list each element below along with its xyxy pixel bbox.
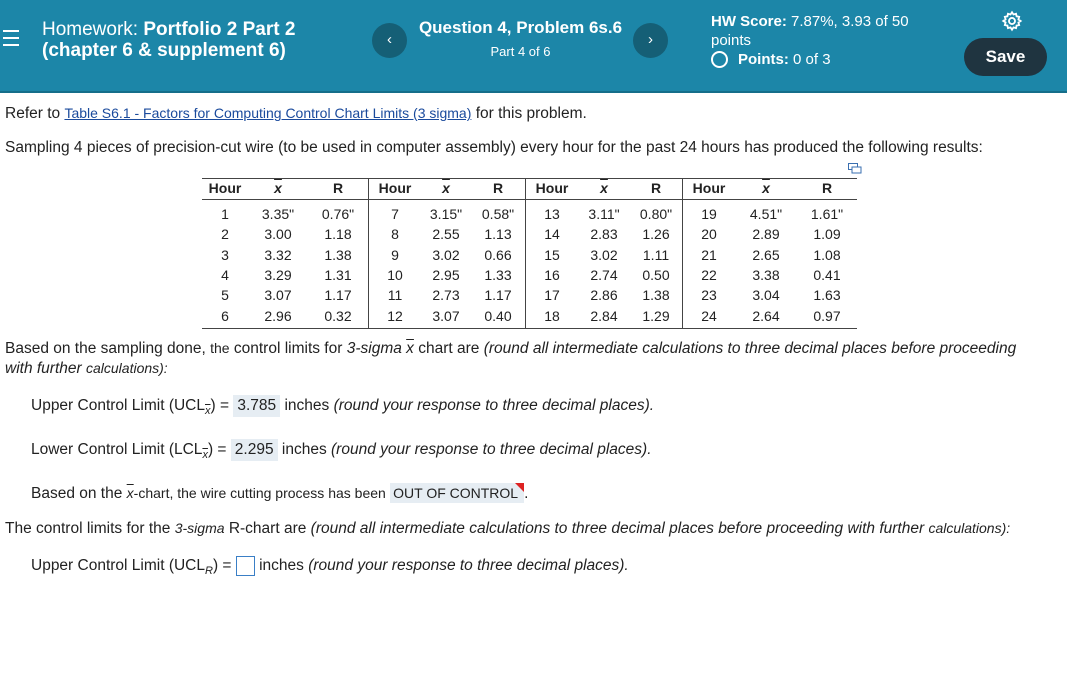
table-cell: 2.55 <box>432 226 460 243</box>
table-cell: 1.38 <box>324 246 352 263</box>
col-header-xbar: $\overline{x}$ <box>578 179 630 200</box>
table-cell: 21 <box>683 245 736 265</box>
table-cell: 2.83 <box>590 226 618 243</box>
table-cell: 1.29 <box>630 305 683 328</box>
table-cell: 13 <box>526 200 579 225</box>
table-cell: 17 <box>526 285 579 305</box>
table-cell: 3.15" <box>429 206 463 223</box>
table-cell: 2.86 <box>590 287 618 304</box>
table-cell: 3.02 <box>432 246 460 263</box>
table-cell: 1.08 <box>813 246 841 263</box>
col-header-r: R <box>797 179 857 200</box>
homework-prefix: Homework: <box>42 19 139 40</box>
header-divider <box>0 91 1067 93</box>
table-cell: 0.41 <box>813 267 841 284</box>
save-button[interactable]: Save <box>964 38 1047 76</box>
table-body <box>202 200 857 329</box>
homework-name-line2: (chapter 6 & supplement 6) <box>42 40 286 61</box>
table-cell: 3.38 <box>752 267 780 284</box>
table-cell: 3.07 <box>421 305 471 328</box>
refer-suffix: for this problem. <box>475 105 587 122</box>
table-cell: 0.50 <box>642 267 670 284</box>
col-header-r: R <box>471 179 526 200</box>
table-cell: 4.51" <box>749 206 783 223</box>
hw-score-label: HW Score: <box>711 13 787 30</box>
homework-title <box>42 19 295 61</box>
table-cell: 0.40 <box>471 305 526 328</box>
previous-question-button[interactable] <box>372 23 407 58</box>
hw-score-value: 7.87%, 3.93 of 50 <box>791 13 909 30</box>
table-cell: 0.32 <box>308 305 369 328</box>
table-cell: 12 <box>369 305 422 328</box>
table-cell: 1.31 <box>324 267 352 284</box>
table-cell: 23 <box>683 285 736 305</box>
col-header-xbar: $\overline{x}$ <box>421 179 471 200</box>
table-cell: 15 <box>526 245 579 265</box>
question-title-block <box>408 18 633 59</box>
hw-score <box>711 12 926 50</box>
table-cell: 24 <box>683 305 736 328</box>
table-cell: 1.17 <box>324 287 352 304</box>
refer-line <box>5 105 587 123</box>
table-cell: 18 <box>526 305 579 328</box>
table-row <box>202 224 857 244</box>
table-cell: 9 <box>369 245 422 265</box>
col-header-xbar: $\overline{x}$ <box>735 179 797 200</box>
ucl-xbar-answer[interactable]: 3.785 <box>233 395 280 417</box>
next-question-button[interactable] <box>633 23 668 58</box>
table-cell: 22 <box>683 265 736 285</box>
table-cell: 14 <box>526 224 579 244</box>
col-header-r: R <box>630 179 683 200</box>
table-cell: 1.38 <box>642 287 670 304</box>
incorrect-marker-icon <box>515 483 524 492</box>
table-cell: 0.58" <box>481 206 515 223</box>
table-cell: 2.73 <box>432 287 460 304</box>
table-cell: 0.97 <box>797 305 857 328</box>
table-cell: 2.89 <box>752 226 780 243</box>
col-header-hour: Hour <box>683 179 736 200</box>
table-row <box>202 265 857 285</box>
xbar-intro: Based on the sampling done, the control limits for 3-sigma $\overline{x}$ chart are (round all intermediate calculations to three decimal places before proceeding <box>5 340 1017 357</box>
table-cell: 3.11" <box>588 206 620 223</box>
process-status-row: Based on the $\overline{x}$-chart, the wire cutting process has been OUT OF CONTROL . <box>31 485 529 502</box>
table-cell: 1.11 <box>642 246 670 263</box>
xbar-intro-cont: with further calculations): <box>5 360 168 377</box>
table-cell: 16 <box>526 265 579 285</box>
table-cell: 2.84 <box>578 305 630 328</box>
lcl-xbar-answer[interactable]: 2.295 <box>231 439 278 461</box>
table-cell: 1.26 <box>642 226 670 243</box>
part-label: Part 4 of 6 <box>490 44 551 59</box>
points-circle-icon <box>711 51 728 68</box>
top-bar <box>0 0 1067 93</box>
col-header-xbar: $\overline{x}$ <box>248 179 308 200</box>
table-cell: 2.95 <box>432 267 460 284</box>
menu-icon[interactable] <box>3 30 19 46</box>
table-cell: 2.64 <box>735 305 797 328</box>
table-cell: 3 <box>221 246 229 263</box>
r-intro: The control limits for the 3-sigma R-chart are (round all intermediate calculations to three decimal places before proceeding with further calculations): <box>5 520 1011 537</box>
question-title: Question 4, Problem 6s.6 <box>418 18 623 37</box>
table-cell: 3.32 <box>264 246 292 263</box>
table-row <box>202 305 857 328</box>
table-cell: 1.13 <box>484 226 512 243</box>
table-row <box>202 285 857 305</box>
col-header-hour: Hour <box>526 179 579 200</box>
chevron-right-icon: › <box>648 31 653 48</box>
table-cell: 2.96 <box>248 305 308 328</box>
ucl-r-row: Upper Control Limit $(UCL_R)$ = inches (round your response to three decimal places). <box>31 557 629 578</box>
process-status-dropdown[interactable]: OUT OF CONTROL <box>390 483 524 503</box>
table-cell: 1.17 <box>484 287 512 304</box>
table-cell: 1.09 <box>813 226 841 243</box>
table-cell: 10 <box>369 265 422 285</box>
lcl-xbar-row: Lower Control Limit $(LCL_{\overline{x}}) = 2.295$ inches (round your response to three decimal places). <box>31 441 652 462</box>
table-cell: 1.18 <box>324 226 352 243</box>
table-cell: 1 <box>221 206 229 223</box>
table-cell: 0.76" <box>321 206 355 223</box>
table-row <box>202 245 857 265</box>
gear-icon[interactable] <box>1001 10 1023 32</box>
table-cell: 1.61" <box>810 206 844 223</box>
table-cell: 2.74 <box>590 267 618 284</box>
table-cell: 0.80" <box>639 206 673 223</box>
table-cell: 2 <box>221 226 229 243</box>
table-cell: 3.07 <box>264 287 292 304</box>
points-value: 0 of 3 <box>793 51 831 68</box>
chevron-left-icon: ‹ <box>387 31 392 48</box>
problem-intro: Sampling 4 pieces of precision-cut wire (to be used in computer assembly) every hour for the past 24 hours has produced the following results: <box>5 139 983 156</box>
table-cell: 2.65 <box>752 246 780 263</box>
copy-table-icon[interactable] <box>848 163 862 174</box>
table-cell: 3.35" <box>261 206 295 223</box>
col-header-hour: Hour <box>202 179 248 200</box>
table-row <box>202 200 857 225</box>
table-cell: 1.33 <box>484 267 512 284</box>
table-cell: 19 <box>683 200 736 225</box>
table-cell: 3.29 <box>264 267 292 284</box>
points-status <box>711 51 831 68</box>
table-cell: 1.63 <box>813 287 841 304</box>
table-header-row <box>202 179 857 200</box>
table-cell: 11 <box>369 285 422 305</box>
refer-prefix: Refer to <box>5 105 61 122</box>
table-cell: 3.00 <box>264 226 292 243</box>
table-s6-1-link[interactable]: Table S6.1 - Factors for Computing Control Chart Limits (3 sigma) <box>64 105 472 121</box>
points-label: Points: <box>738 51 789 68</box>
table-cell: 0.66 <box>484 246 512 263</box>
table-cell: 7 <box>369 200 422 225</box>
table-cell: 3.04 <box>752 287 780 304</box>
col-header-r: R <box>308 179 369 200</box>
ucl-xbar-row: Upper Control Limit $(UCL_{\overline{x}}) = 3.785$ inches (round your response to three decimal places). <box>31 397 655 418</box>
table-cell: 20 <box>683 224 736 244</box>
sample-data-table <box>202 178 857 329</box>
col-header-hour: Hour <box>369 179 422 200</box>
hw-score-value-cont: points <box>711 32 752 49</box>
table-cell: 4 <box>221 267 229 284</box>
homework-name: Portfolio 2 Part 2 <box>143 19 296 40</box>
table-cell: 3.02 <box>590 246 618 263</box>
table-cell: 6 <box>202 305 248 328</box>
table-cell: 5 <box>221 287 229 304</box>
ucl-r-input[interactable] <box>236 556 255 576</box>
table-cell: 8 <box>369 224 422 244</box>
